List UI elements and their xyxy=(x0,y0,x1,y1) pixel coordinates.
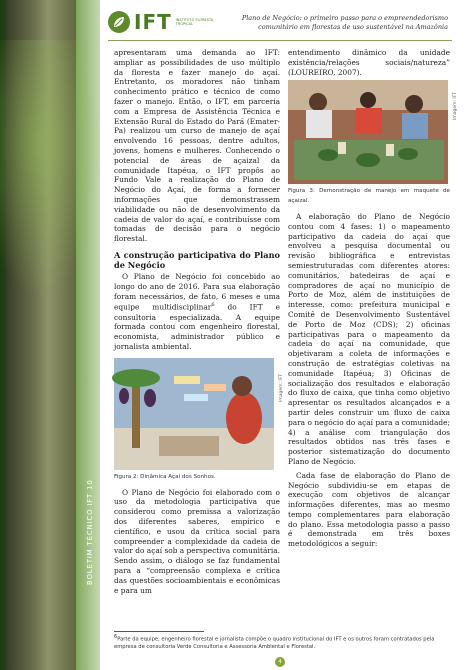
figure-2-caption: Figura 2: Dinâmica Açaí dos Sonhos. xyxy=(114,473,216,480)
figure-3-credit: Imagem: IFT xyxy=(453,92,458,121)
foliage-image xyxy=(0,40,100,300)
para2-text-a: O Plano de Negócio foi concebido ao longo do ano de 2016. Para sua elaboração foram necessários, de fato, 6 meses e uma equipe multidisciplinar xyxy=(114,271,280,312)
document-header-title xyxy=(200,14,448,32)
para2-text-b: do IFT e consultoria especializada. A equipe formada contou com engenheiro florestal, economista, administrador público e jornalista ambiental. xyxy=(114,302,280,351)
section-heading: A construção participativa do Plano de Negócio xyxy=(114,249,280,270)
left-paragraph-1: apresentaram uma demanda ao IFT: ampliar as possibilidades de uso múltiplo da floresta e fazer manejo do açaí. Entretanto, os moradores não tinham conhecimento prático e técnico de como fazer o manejo. Então, o IFT, em parceria com a Empresa de Assistência Técnica e Extensão Rural do Estado do Pará (Emater-Pa) realizou um curso de manejo de açaí envolvendo 16 pessoas, dentre adultos, jovens, homens e mulheres. Conhecendo o potencial de áreas de açaizal da comunidade Itapéua, o IFT propôs ao Fundo Vale a realização do Plano de Negócio do Açaí, de forma a fornecer informações que demonstrassem viabilidade ou não de desenvolvimento da cadeia de valor do açaí, e contribuísse com tomadas de decisão para o negócio florestal. xyxy=(114,48,280,244)
bulletin-vertical-label: BOLETIM TÉCNICO IFT 10 xyxy=(86,479,94,585)
left-paragraph-3: O Plano de Negócio foi elaborado com o uso da metodologia participativa que considerou como premissa a valorização dos diferentes saberes, empírico e científico, e usou da crítica social para compreender a complexidade da cadeia de valor do açaí sob a perspectiva comunitária. Sendo assim, o diálogo se faz fundamental para a “compreensão complexa e crítica das questões socioambientais e econômicas e para um xyxy=(114,487,280,595)
header-title-line-1: Plano de Negócio: o primeiro passo para o empreendedorismo xyxy=(241,14,448,22)
header-title-line-2: comunitário em florestas de uso sustentável na Amazônia xyxy=(258,23,448,31)
logo-text: IFT xyxy=(134,10,172,34)
right-column xyxy=(288,48,458,549)
side-forest-band xyxy=(0,0,100,670)
header-divider xyxy=(108,40,452,41)
footnote-ref: 6 xyxy=(211,302,215,309)
page-number-badge: 4 xyxy=(275,657,285,667)
leaf-logo-icon xyxy=(108,11,130,33)
footnote xyxy=(114,634,450,651)
right-paragraph-2: A elaboração do Plano de Negócio contou com 4 fases: 1) o mapeamento participativo da cadeia do açaí que envolveu a pesquisa documental ou revisão bibliográfica e entrevistas semiestruturadas com diferentes atores: comunitários, batedeiras de açaí e compradores de açaí no município de Porto de Moz, além de instituições de interesse, como: prefeitura municipal e Comitê de Desenvolvimento Sustentável de Porto de Moz (CDS); 2) oficinas participativas para o mapeamento da cadeia do açaí na comunidade, que objetivaram a coleta de informações e construção de estratégias coletivas na comunidade Itapéua; 3) Oficinas de socialização dos resultados e elaboração do fluxo de caixa, que tinha como objetivo apresentar os resultados alcançados e a partir deles construir um fluxo de caixa para o negócio do açaí para a comunidade; 4) a análise com triangulação dos resultados obtidos nas três fases e posterior sistematização do documento Plano de Negócio. xyxy=(288,211,450,466)
figure-3-photo xyxy=(288,80,458,184)
left-paragraph-2 xyxy=(114,272,280,352)
right-paragraph-1: entendimento dinâmico da unidade existência/relações sociais/natureza” (LOUREIRO, 2007). xyxy=(288,48,450,77)
figure-2-credit: Imagem: IFT xyxy=(279,373,284,402)
left-column xyxy=(114,48,284,595)
figure-3-caption: Figura 3: Demonstração de manejo em maquete de açaizal. xyxy=(288,188,450,205)
footnote-text: Parte da equipe, engenheiro florestal e jornalista compõe o quadro institucional do IFT e os outros foram contratados pela empresa de consultoria Verde Consultoria e Assessoria Ambiental e Florestal. xyxy=(114,636,435,650)
footnote-number: 6 xyxy=(114,634,118,640)
logo-subtitle: INSTITUTO FLORESTA TROPICAL xyxy=(175,18,214,26)
figure-2-photo xyxy=(114,358,284,470)
right-paragraph-3: Cada fase de elaboração do Plano de Negócio subdividiu-se em etapas de execução com objetivos de alcançar informações diferentes, mas ao mesmo tempo complementares para elaboração do plano. Essa metodologia passo a passo é demonstrada em três boxes metodológicos a seguir: xyxy=(288,470,450,549)
footnote-divider xyxy=(114,631,204,632)
